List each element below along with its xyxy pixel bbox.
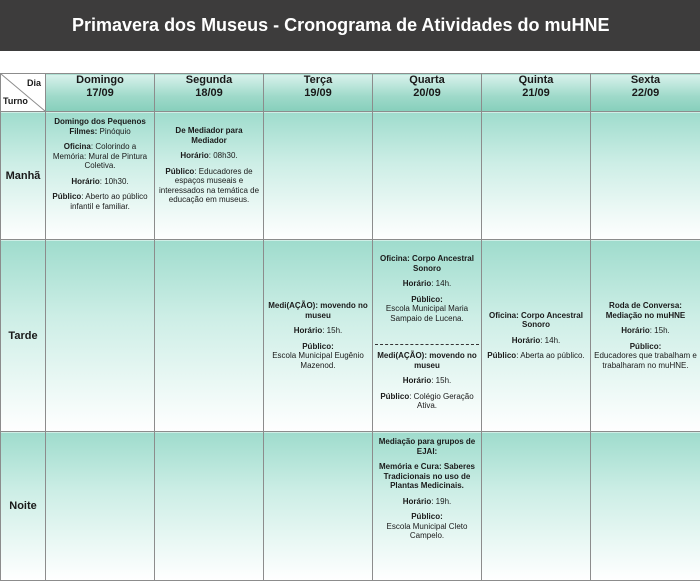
row-manha (1, 112, 700, 240)
activity-title: Medi(AÇÃO): movendo no museu (268, 301, 368, 320)
corner-cell (1, 74, 46, 112)
day-header-quarta: Quarta 20/09 (373, 74, 482, 112)
cell-tarde-domingo (46, 240, 155, 432)
cell-tarde-sexta: Roda de Conversa: Mediação no muHNE Horário: 15h. Público: Educadores que trabalham e trabalharam no muHNE. (591, 240, 700, 432)
corner-turno-label: Turno (3, 96, 28, 106)
schedule-table (0, 73, 700, 581)
cell-tarde-quinta: Oficina: Corpo Ancestral Sonoro Horário: 14h. Público: Aberta ao público. (482, 240, 591, 432)
corner-dia-label: Dia (26, 78, 41, 88)
day-header-sexta: Sexta 22/09 (591, 74, 700, 112)
activity-subtitle: Memória e Cura: Saberes Tradicionais no uso de Plantas Medicinais. (378, 462, 476, 490)
activity-title: Oficina: Corpo Ancestral Sonoro (380, 254, 474, 273)
cell-manha-domingo: Domingo dos Pequenos Filmes: Pinóquio Oficina: Colorindo a Memória: Mural de Pintura Coletiva. Horário: 10h30. Público: Aberto ao público infantil e familiar. (46, 112, 155, 240)
cell-noite-quarta: Mediação para grupos de EJAI: Memória e Cura: Saberes Tradicionais no uso de Plantas Medicinais. Horário: 19h. Público: Escola Municipal Cleto Campelo. (373, 432, 482, 581)
day-header-terca: Terça 19/09 (264, 74, 373, 112)
cell-tarde-quarta: Oficina: Corpo Ancestral Sonoro Horário: 14h. Público: Escola Municipal Maria Sampaio de Lucena. Medi(AÇÃO): movendo no museu Horário: 15h. Público: Colégio Geração Ativa. (373, 240, 482, 432)
activity-title: Mediação para grupos de EJAI: (378, 437, 476, 456)
day-header-quinta: Quinta 21/09 (482, 74, 591, 112)
row-tarde (1, 240, 700, 432)
cell-tarde-terca: Medi(AÇÃO): movendo no museu Horário: 15h. Público: Escola Municipal Eugênio Mazenod. (264, 240, 373, 432)
day-header-segunda: Segunda 18/09 (155, 74, 264, 112)
cell-manha-quinta (482, 112, 591, 240)
cell-noite-segunda (155, 432, 264, 581)
turn-label-manha: Manhã (1, 112, 46, 240)
cell-manha-segunda: De Mediador para Mediador Horário: 08h30. Público: Educadores de espaços museais e interessados na temática de educação em museus. (155, 112, 264, 240)
turn-label-tarde: Tarde (1, 240, 46, 432)
row-noite (1, 432, 700, 581)
cell-noite-domingo (46, 432, 155, 581)
header-row (1, 74, 700, 112)
cell-noite-sexta (591, 432, 700, 581)
activity-title: Oficina: Corpo Ancestral Sonoro (489, 310, 583, 329)
cell-manha-sexta (591, 112, 700, 240)
turn-label-noite: Noite (1, 432, 46, 581)
cell-tarde-segunda (155, 240, 264, 432)
cell-manha-terca (264, 112, 373, 240)
page-title: Primavera dos Museus - Cronograma de Atividades do muHNE (0, 0, 700, 51)
cell-noite-quinta (482, 432, 591, 581)
activity-title: De Mediador para Mediador (175, 126, 243, 145)
activity-title: Roda de Conversa: Mediação no muHNE (605, 301, 686, 320)
activity-title: Domingo dos Pequenos (54, 117, 146, 126)
cell-noite-terca (264, 432, 373, 581)
cell-manha-quarta (373, 112, 482, 240)
activity-title: Medi(AÇÃO): movendo no museu (377, 351, 477, 370)
day-header-domingo: Domingo 17/09 (46, 74, 155, 112)
